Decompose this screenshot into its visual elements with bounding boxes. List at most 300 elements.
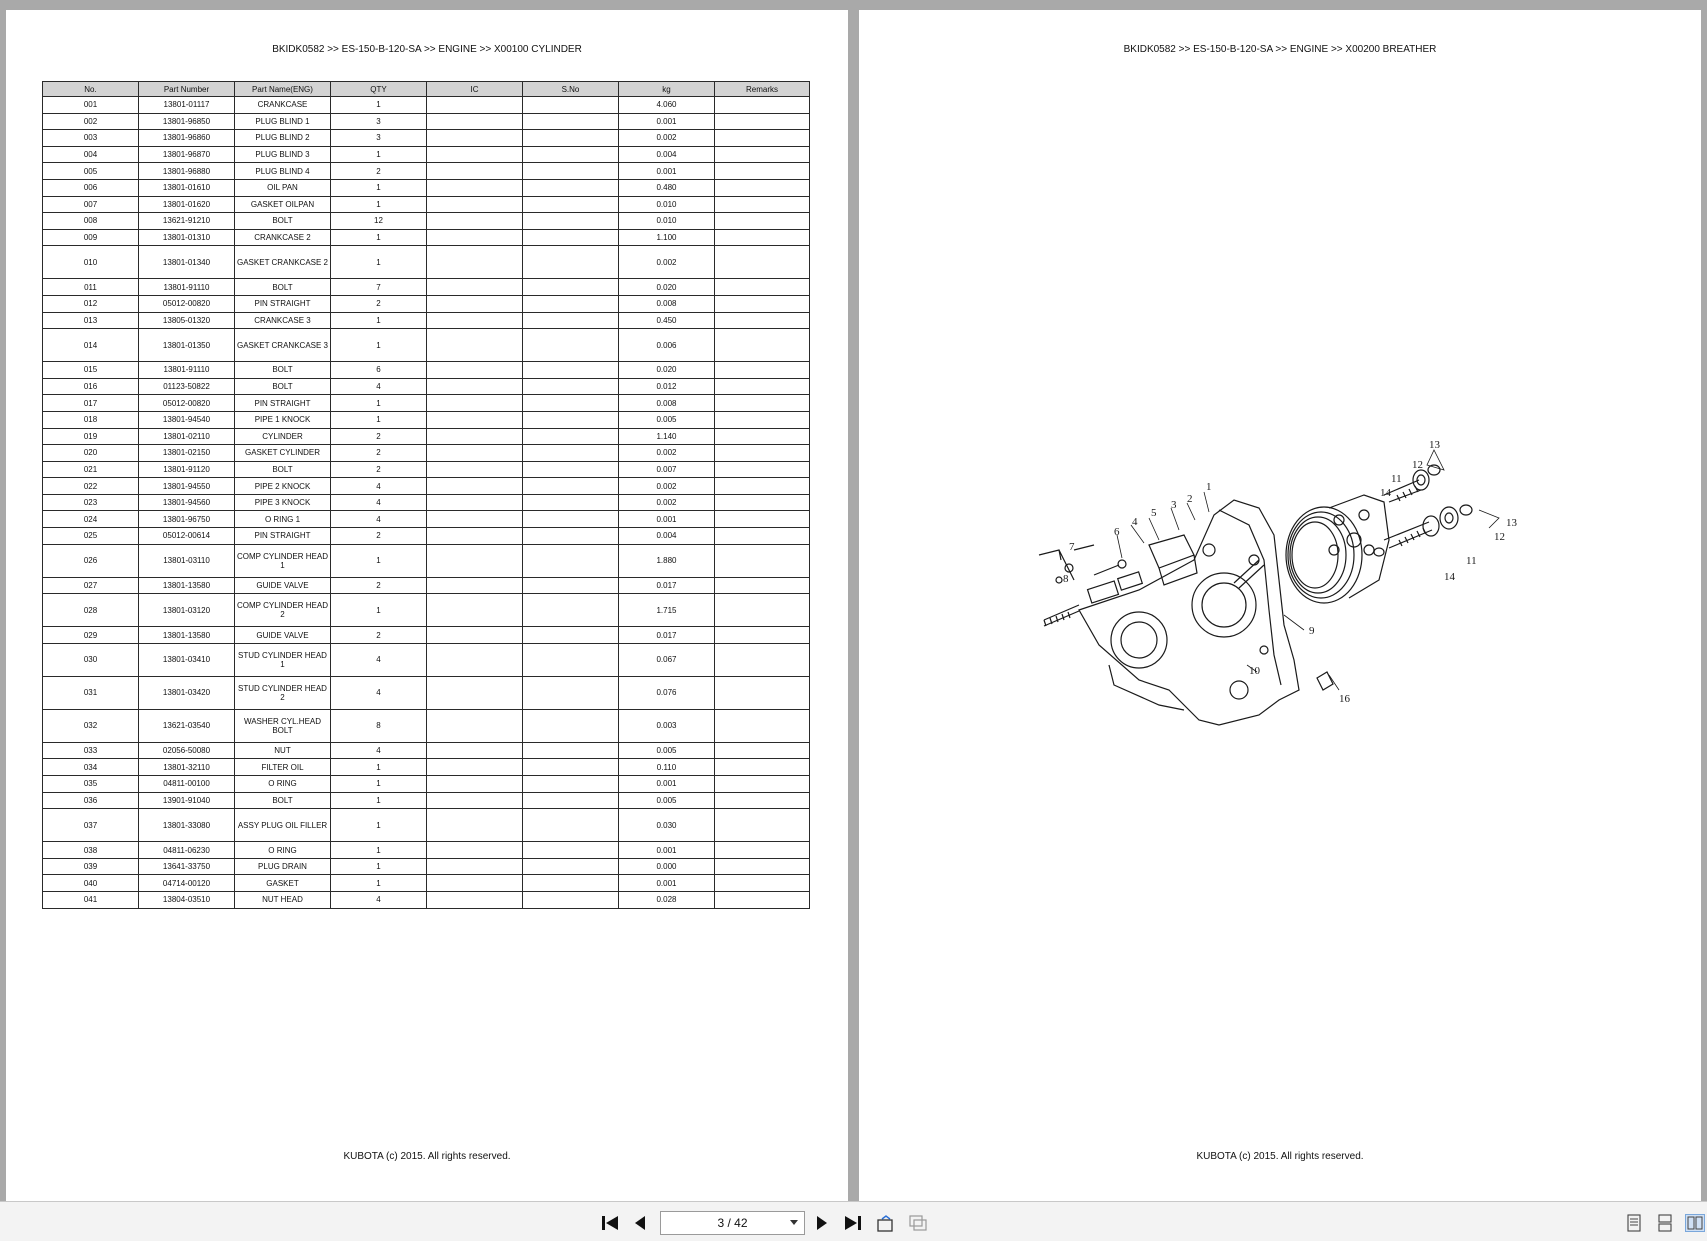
- cell-part-number: 02056-50080: [139, 742, 235, 759]
- cell-part-name: PIN STRAIGHT: [235, 395, 331, 412]
- cell-kg: 0.020: [619, 279, 715, 296]
- cell-kg: 0.002: [619, 246, 715, 279]
- page-number-input[interactable]: [660, 1211, 805, 1235]
- cell-part-name: PLUG DRAIN: [235, 858, 331, 875]
- cell-sno: [523, 776, 619, 793]
- table-row: [43, 577, 810, 594]
- callout-label: 5: [1151, 507, 1157, 519]
- cell-kg: 0.008: [619, 395, 715, 412]
- cell-no: 016: [43, 378, 139, 395]
- cell-sno: [523, 643, 619, 676]
- col-header-sno: S.No: [523, 82, 619, 97]
- cell-sno: [523, 461, 619, 478]
- cell-qty: 1: [331, 809, 427, 842]
- cell-remarks: [715, 528, 810, 545]
- cell-kg: 0.005: [619, 411, 715, 428]
- cell-qty: 1: [331, 395, 427, 412]
- cell-ic: [427, 544, 523, 577]
- cell-part-number: 13801-02150: [139, 445, 235, 462]
- cell-no: 022: [43, 478, 139, 495]
- table-row: [43, 478, 810, 495]
- cell-qty: 1: [331, 842, 427, 859]
- table-row: [43, 196, 810, 213]
- cell-part-name: GASKET CYLINDER: [235, 445, 331, 462]
- cell-part-number: 04714-00120: [139, 875, 235, 892]
- fit-icon[interactable]: [908, 1214, 928, 1232]
- page-indicator-text: 3 / 42: [717, 1216, 748, 1230]
- cell-kg: 0.017: [619, 577, 715, 594]
- exploded-parts-diagram: [1019, 440, 1559, 780]
- cell-remarks: [715, 295, 810, 312]
- cell-remarks: [715, 445, 810, 462]
- cell-ic: [427, 179, 523, 196]
- cell-no: 030: [43, 643, 139, 676]
- cell-qty: 6: [331, 362, 427, 379]
- col-header-no: No.: [43, 82, 139, 97]
- cell-part-name: PIN STRAIGHT: [235, 528, 331, 545]
- table-row: [43, 146, 810, 163]
- cell-qty: 4: [331, 676, 427, 709]
- cell-ic: [427, 528, 523, 545]
- cell-qty: 4: [331, 643, 427, 676]
- cell-ic: [427, 279, 523, 296]
- cell-qty: 3: [331, 113, 427, 130]
- callout-label: 7: [1069, 541, 1075, 553]
- cell-sno: [523, 163, 619, 180]
- cell-ic: [427, 511, 523, 528]
- cell-ic: [427, 892, 523, 909]
- cell-part-name: OIL PAN: [235, 179, 331, 196]
- cell-ic: [427, 378, 523, 395]
- cell-ic: [427, 196, 523, 213]
- cell-no: 024: [43, 511, 139, 528]
- cell-ic: [427, 229, 523, 246]
- single-page-view-icon[interactable]: [1624, 1214, 1644, 1232]
- cell-remarks: [715, 229, 810, 246]
- table-row: [43, 411, 810, 428]
- cell-remarks: [715, 163, 810, 180]
- cell-sno: [523, 411, 619, 428]
- cell-qty: 1: [331, 329, 427, 362]
- cell-kg: 0.001: [619, 875, 715, 892]
- cell-remarks: [715, 478, 810, 495]
- table-row: [43, 742, 810, 759]
- cell-ic: [427, 494, 523, 511]
- cell-no: 015: [43, 362, 139, 379]
- cell-part-name: O RING: [235, 776, 331, 793]
- cell-part-number: 13641-33750: [139, 858, 235, 875]
- cell-no: 033: [43, 742, 139, 759]
- cell-remarks: [715, 792, 810, 809]
- cell-part-name: PLUG BLIND 3: [235, 146, 331, 163]
- rotate-icon[interactable]: [876, 1214, 896, 1232]
- cell-no: 027: [43, 577, 139, 594]
- cell-kg: 0.004: [619, 146, 715, 163]
- page-footer: KUBOTA (c) 2015. All rights reserved.: [1196, 1151, 1364, 1162]
- cell-sno: [523, 792, 619, 809]
- cell-part-name: PLUG BLIND 2: [235, 130, 331, 147]
- cell-kg: 0.002: [619, 445, 715, 462]
- cell-part-name: PLUG BLIND 4: [235, 163, 331, 180]
- table-row: [43, 892, 810, 909]
- cell-part-number: 13801-96870: [139, 146, 235, 163]
- chevron-down-icon[interactable]: [790, 1220, 798, 1225]
- cell-part-number: 13801-96880: [139, 163, 235, 180]
- callout-label: 13: [1429, 440, 1440, 451]
- cell-kg: 0.000: [619, 858, 715, 875]
- cell-remarks: [715, 594, 810, 627]
- cell-kg: 0.001: [619, 163, 715, 180]
- cell-ic: [427, 842, 523, 859]
- cell-sno: [523, 179, 619, 196]
- cell-sno: [523, 577, 619, 594]
- cell-remarks: [715, 213, 810, 230]
- cell-kg: 0.005: [619, 742, 715, 759]
- cell-part-number: 13801-91120: [139, 461, 235, 478]
- cell-no: 010: [43, 246, 139, 279]
- cell-qty: 4: [331, 742, 427, 759]
- callout-label: 1: [1206, 481, 1212, 493]
- cell-ic: [427, 213, 523, 230]
- cell-ic: [427, 776, 523, 793]
- cell-kg: 0.028: [619, 892, 715, 909]
- cell-kg: 0.001: [619, 113, 715, 130]
- cell-qty: 7: [331, 279, 427, 296]
- cell-sno: [523, 709, 619, 742]
- cell-kg: 1.880: [619, 544, 715, 577]
- cell-remarks: [715, 246, 810, 279]
- cell-kg: 0.020: [619, 362, 715, 379]
- cell-remarks: [715, 362, 810, 379]
- cell-sno: [523, 146, 619, 163]
- cell-no: 036: [43, 792, 139, 809]
- cell-qty: 2: [331, 461, 427, 478]
- cell-kg: 0.003: [619, 709, 715, 742]
- cell-kg: 0.030: [619, 809, 715, 842]
- table-row: [43, 858, 810, 875]
- cell-no: 014: [43, 329, 139, 362]
- col-header-part-number: Part Number: [139, 82, 235, 97]
- cell-qty: 1: [331, 312, 427, 329]
- cell-sno: [523, 875, 619, 892]
- last-page-icon[interactable]: [843, 1214, 863, 1232]
- cell-part-name: STUD CYLINDER HEAD 1: [235, 643, 331, 676]
- cell-ic: [427, 130, 523, 147]
- cell-ic: [427, 858, 523, 875]
- table-row: [43, 395, 810, 412]
- cell-remarks: [715, 411, 810, 428]
- cell-kg: 1.100: [619, 229, 715, 246]
- cell-part-name: WASHER CYL.HEAD BOLT: [235, 709, 331, 742]
- cell-kg: 0.012: [619, 378, 715, 395]
- cell-sno: [523, 676, 619, 709]
- cell-ic: [427, 312, 523, 329]
- cell-part-number: 13801-01310: [139, 229, 235, 246]
- cell-no: 041: [43, 892, 139, 909]
- cell-part-number: 13801-96750: [139, 511, 235, 528]
- cell-qty: 1: [331, 411, 427, 428]
- two-page-view-icon[interactable]: [1685, 1214, 1705, 1232]
- cell-part-number: 13801-94540: [139, 411, 235, 428]
- cell-ic: [427, 246, 523, 279]
- cell-part-number: 13801-03420: [139, 676, 235, 709]
- cell-part-name: CYLINDER: [235, 428, 331, 445]
- cell-part-number: 13801-01620: [139, 196, 235, 213]
- cell-no: 005: [43, 163, 139, 180]
- cell-part-name: BOLT: [235, 213, 331, 230]
- cell-ic: [427, 362, 523, 379]
- cell-sno: [523, 511, 619, 528]
- cell-part-name: PLUG BLIND 1: [235, 113, 331, 130]
- cell-qty: 1: [331, 196, 427, 213]
- cell-sno: [523, 742, 619, 759]
- cell-qty: 1: [331, 858, 427, 875]
- cell-part-number: 13801-96860: [139, 130, 235, 147]
- cell-remarks: [715, 627, 810, 644]
- cell-remarks: [715, 329, 810, 362]
- cell-sno: [523, 229, 619, 246]
- cell-sno: [523, 858, 619, 875]
- cell-part-number: 13801-01117: [139, 97, 235, 114]
- cell-qty: 3: [331, 130, 427, 147]
- cell-ic: [427, 113, 523, 130]
- table-row: [43, 594, 810, 627]
- cell-no: 038: [43, 842, 139, 859]
- cell-part-name: O RING 1: [235, 511, 331, 528]
- cell-part-number: 13801-02110: [139, 428, 235, 445]
- cell-sno: [523, 279, 619, 296]
- cell-remarks: [715, 428, 810, 445]
- callout-label: 13: [1506, 517, 1517, 529]
- cell-remarks: [715, 461, 810, 478]
- cell-no: 039: [43, 858, 139, 875]
- cell-remarks: [715, 858, 810, 875]
- cell-part-number: 13901-91040: [139, 792, 235, 809]
- cell-qty: 1: [331, 146, 427, 163]
- cell-no: 037: [43, 809, 139, 842]
- cell-ic: [427, 445, 523, 462]
- cell-remarks: [715, 842, 810, 859]
- cell-remarks: [715, 395, 810, 412]
- cell-part-name: CRANKCASE 2: [235, 229, 331, 246]
- cell-qty: 2: [331, 295, 427, 312]
- cell-kg: 1.715: [619, 594, 715, 627]
- cell-no: 006: [43, 179, 139, 196]
- col-header-ic: IC: [427, 82, 523, 97]
- cell-part-number: 13801-03110: [139, 544, 235, 577]
- table-row: [43, 792, 810, 809]
- cell-sno: [523, 395, 619, 412]
- cell-qty: 4: [331, 892, 427, 909]
- table-row: [43, 461, 810, 478]
- cell-kg: 0.010: [619, 213, 715, 230]
- cell-part-name: GUIDE VALVE: [235, 577, 331, 594]
- cell-part-number: 13801-33080: [139, 809, 235, 842]
- cell-kg: 1.140: [619, 428, 715, 445]
- page-footer: KUBOTA (c) 2015. All rights reserved.: [343, 1151, 511, 1162]
- cell-kg: 0.004: [619, 528, 715, 545]
- cell-ic: [427, 329, 523, 362]
- cell-part-number: 04811-06230: [139, 842, 235, 859]
- cell-part-name: STUD CYLINDER HEAD 2: [235, 676, 331, 709]
- cell-part-number: 04811-00100: [139, 776, 235, 793]
- cell-no: 029: [43, 627, 139, 644]
- cell-sno: [523, 130, 619, 147]
- cell-remarks: [715, 196, 810, 213]
- cell-ic: [427, 875, 523, 892]
- cell-part-name: BOLT: [235, 792, 331, 809]
- cell-part-number: 13621-03540: [139, 709, 235, 742]
- table-row: [43, 445, 810, 462]
- cell-no: 031: [43, 676, 139, 709]
- cell-no: 013: [43, 312, 139, 329]
- continuous-view-icon[interactable]: [1655, 1214, 1675, 1232]
- cell-kg: 0.480: [619, 179, 715, 196]
- cell-sno: [523, 478, 619, 495]
- document-page-right: [859, 10, 1701, 1201]
- cell-part-number: 13801-13580: [139, 627, 235, 644]
- cell-sno: [523, 329, 619, 362]
- cell-part-number: 01123-50822: [139, 378, 235, 395]
- cell-remarks: [715, 511, 810, 528]
- cell-no: 002: [43, 113, 139, 130]
- cell-sno: [523, 295, 619, 312]
- cell-no: 007: [43, 196, 139, 213]
- cell-qty: 2: [331, 163, 427, 180]
- cell-ic: [427, 594, 523, 627]
- cell-part-number: 13801-01610: [139, 179, 235, 196]
- cell-no: 040: [43, 875, 139, 892]
- cell-no: 034: [43, 759, 139, 776]
- cell-qty: 4: [331, 478, 427, 495]
- col-header-qty: QTY: [331, 82, 427, 97]
- cell-remarks: [715, 776, 810, 793]
- cell-sno: [523, 378, 619, 395]
- cell-part-name: COMP CYLINDER HEAD 2: [235, 594, 331, 627]
- table-row: [43, 295, 810, 312]
- cell-part-name: PIN STRAIGHT: [235, 295, 331, 312]
- cell-no: 018: [43, 411, 139, 428]
- cell-ic: [427, 478, 523, 495]
- table-row: [43, 809, 810, 842]
- cell-ic: [427, 395, 523, 412]
- prev-page-icon[interactable]: [630, 1214, 650, 1232]
- cell-kg: 0.110: [619, 759, 715, 776]
- cell-sno: [523, 246, 619, 279]
- cell-kg: 0.001: [619, 776, 715, 793]
- cell-ic: [427, 295, 523, 312]
- cell-ic: [427, 97, 523, 114]
- cell-kg: 0.001: [619, 511, 715, 528]
- cell-qty: 4: [331, 378, 427, 395]
- cell-qty: 2: [331, 528, 427, 545]
- cell-no: 008: [43, 213, 139, 230]
- cell-sno: [523, 97, 619, 114]
- cell-part-number: 13801-03410: [139, 643, 235, 676]
- callout-label: 11: [1391, 473, 1402, 485]
- cell-kg: 0.010: [619, 196, 715, 213]
- table-row: [43, 759, 810, 776]
- cell-no: 032: [43, 709, 139, 742]
- cell-sno: [523, 627, 619, 644]
- cell-part-name: NUT: [235, 742, 331, 759]
- table-row: [43, 643, 810, 676]
- cell-qty: 4: [331, 511, 427, 528]
- cell-part-name: BOLT: [235, 378, 331, 395]
- cell-no: 028: [43, 594, 139, 627]
- cell-kg: 0.006: [619, 329, 715, 362]
- table-row: [43, 842, 810, 859]
- table-row: [43, 362, 810, 379]
- cell-kg: 0.017: [619, 627, 715, 644]
- cell-sno: [523, 113, 619, 130]
- cell-sno: [523, 196, 619, 213]
- table-row: [43, 113, 810, 130]
- cell-part-number: 13801-91110: [139, 279, 235, 296]
- cell-qty: 1: [331, 759, 427, 776]
- cell-kg: 0.007: [619, 461, 715, 478]
- cell-remarks: [715, 676, 810, 709]
- parts-table-body: [43, 97, 810, 909]
- table-row: [43, 329, 810, 362]
- document-page-left: [6, 10, 848, 1201]
- cell-qty: 4: [331, 494, 427, 511]
- table-row: [43, 709, 810, 742]
- cell-ic: [427, 759, 523, 776]
- cell-qty: 1: [331, 875, 427, 892]
- cell-qty: 1: [331, 776, 427, 793]
- cell-qty: 1: [331, 792, 427, 809]
- cell-kg: 0.076: [619, 676, 715, 709]
- cell-part-number: 05012-00820: [139, 395, 235, 412]
- callout-label: 14: [1444, 571, 1455, 583]
- cell-remarks: [715, 875, 810, 892]
- cell-part-name: GUIDE VALVE: [235, 627, 331, 644]
- cell-remarks: [715, 742, 810, 759]
- cell-part-name: O RING: [235, 842, 331, 859]
- cell-ic: [427, 709, 523, 742]
- table-row: [43, 163, 810, 180]
- cell-kg: 0.450: [619, 312, 715, 329]
- cell-kg: 0.008: [619, 295, 715, 312]
- cell-part-name: PIPE 3 KNOCK: [235, 494, 331, 511]
- cell-sno: [523, 594, 619, 627]
- cell-kg: 0.005: [619, 792, 715, 809]
- table-row: [43, 511, 810, 528]
- table-row: [43, 627, 810, 644]
- page-breadcrumb: BKIDK0582 >> ES-150-B-120-SA >> ENGINE >> X00100 CYLINDER: [272, 44, 582, 55]
- cell-kg: 0.067: [619, 643, 715, 676]
- cell-no: 020: [43, 445, 139, 462]
- table-row: [43, 246, 810, 279]
- next-page-icon[interactable]: [812, 1214, 832, 1232]
- cell-part-name: BOLT: [235, 461, 331, 478]
- cell-qty: 2: [331, 428, 427, 445]
- cell-remarks: [715, 643, 810, 676]
- cell-part-number: 13801-94560: [139, 494, 235, 511]
- cell-no: 012: [43, 295, 139, 312]
- cell-part-name: ASSY PLUG OIL FILLER: [235, 809, 331, 842]
- table-row: [43, 97, 810, 114]
- first-page-icon[interactable]: [600, 1214, 620, 1232]
- cell-remarks: [715, 97, 810, 114]
- parts-table: [42, 81, 810, 909]
- cell-part-number: 13801-01340: [139, 246, 235, 279]
- callout-label: 10: [1249, 665, 1260, 677]
- cell-part-number: 13801-03120: [139, 594, 235, 627]
- cell-remarks: [715, 892, 810, 909]
- cell-ic: [427, 676, 523, 709]
